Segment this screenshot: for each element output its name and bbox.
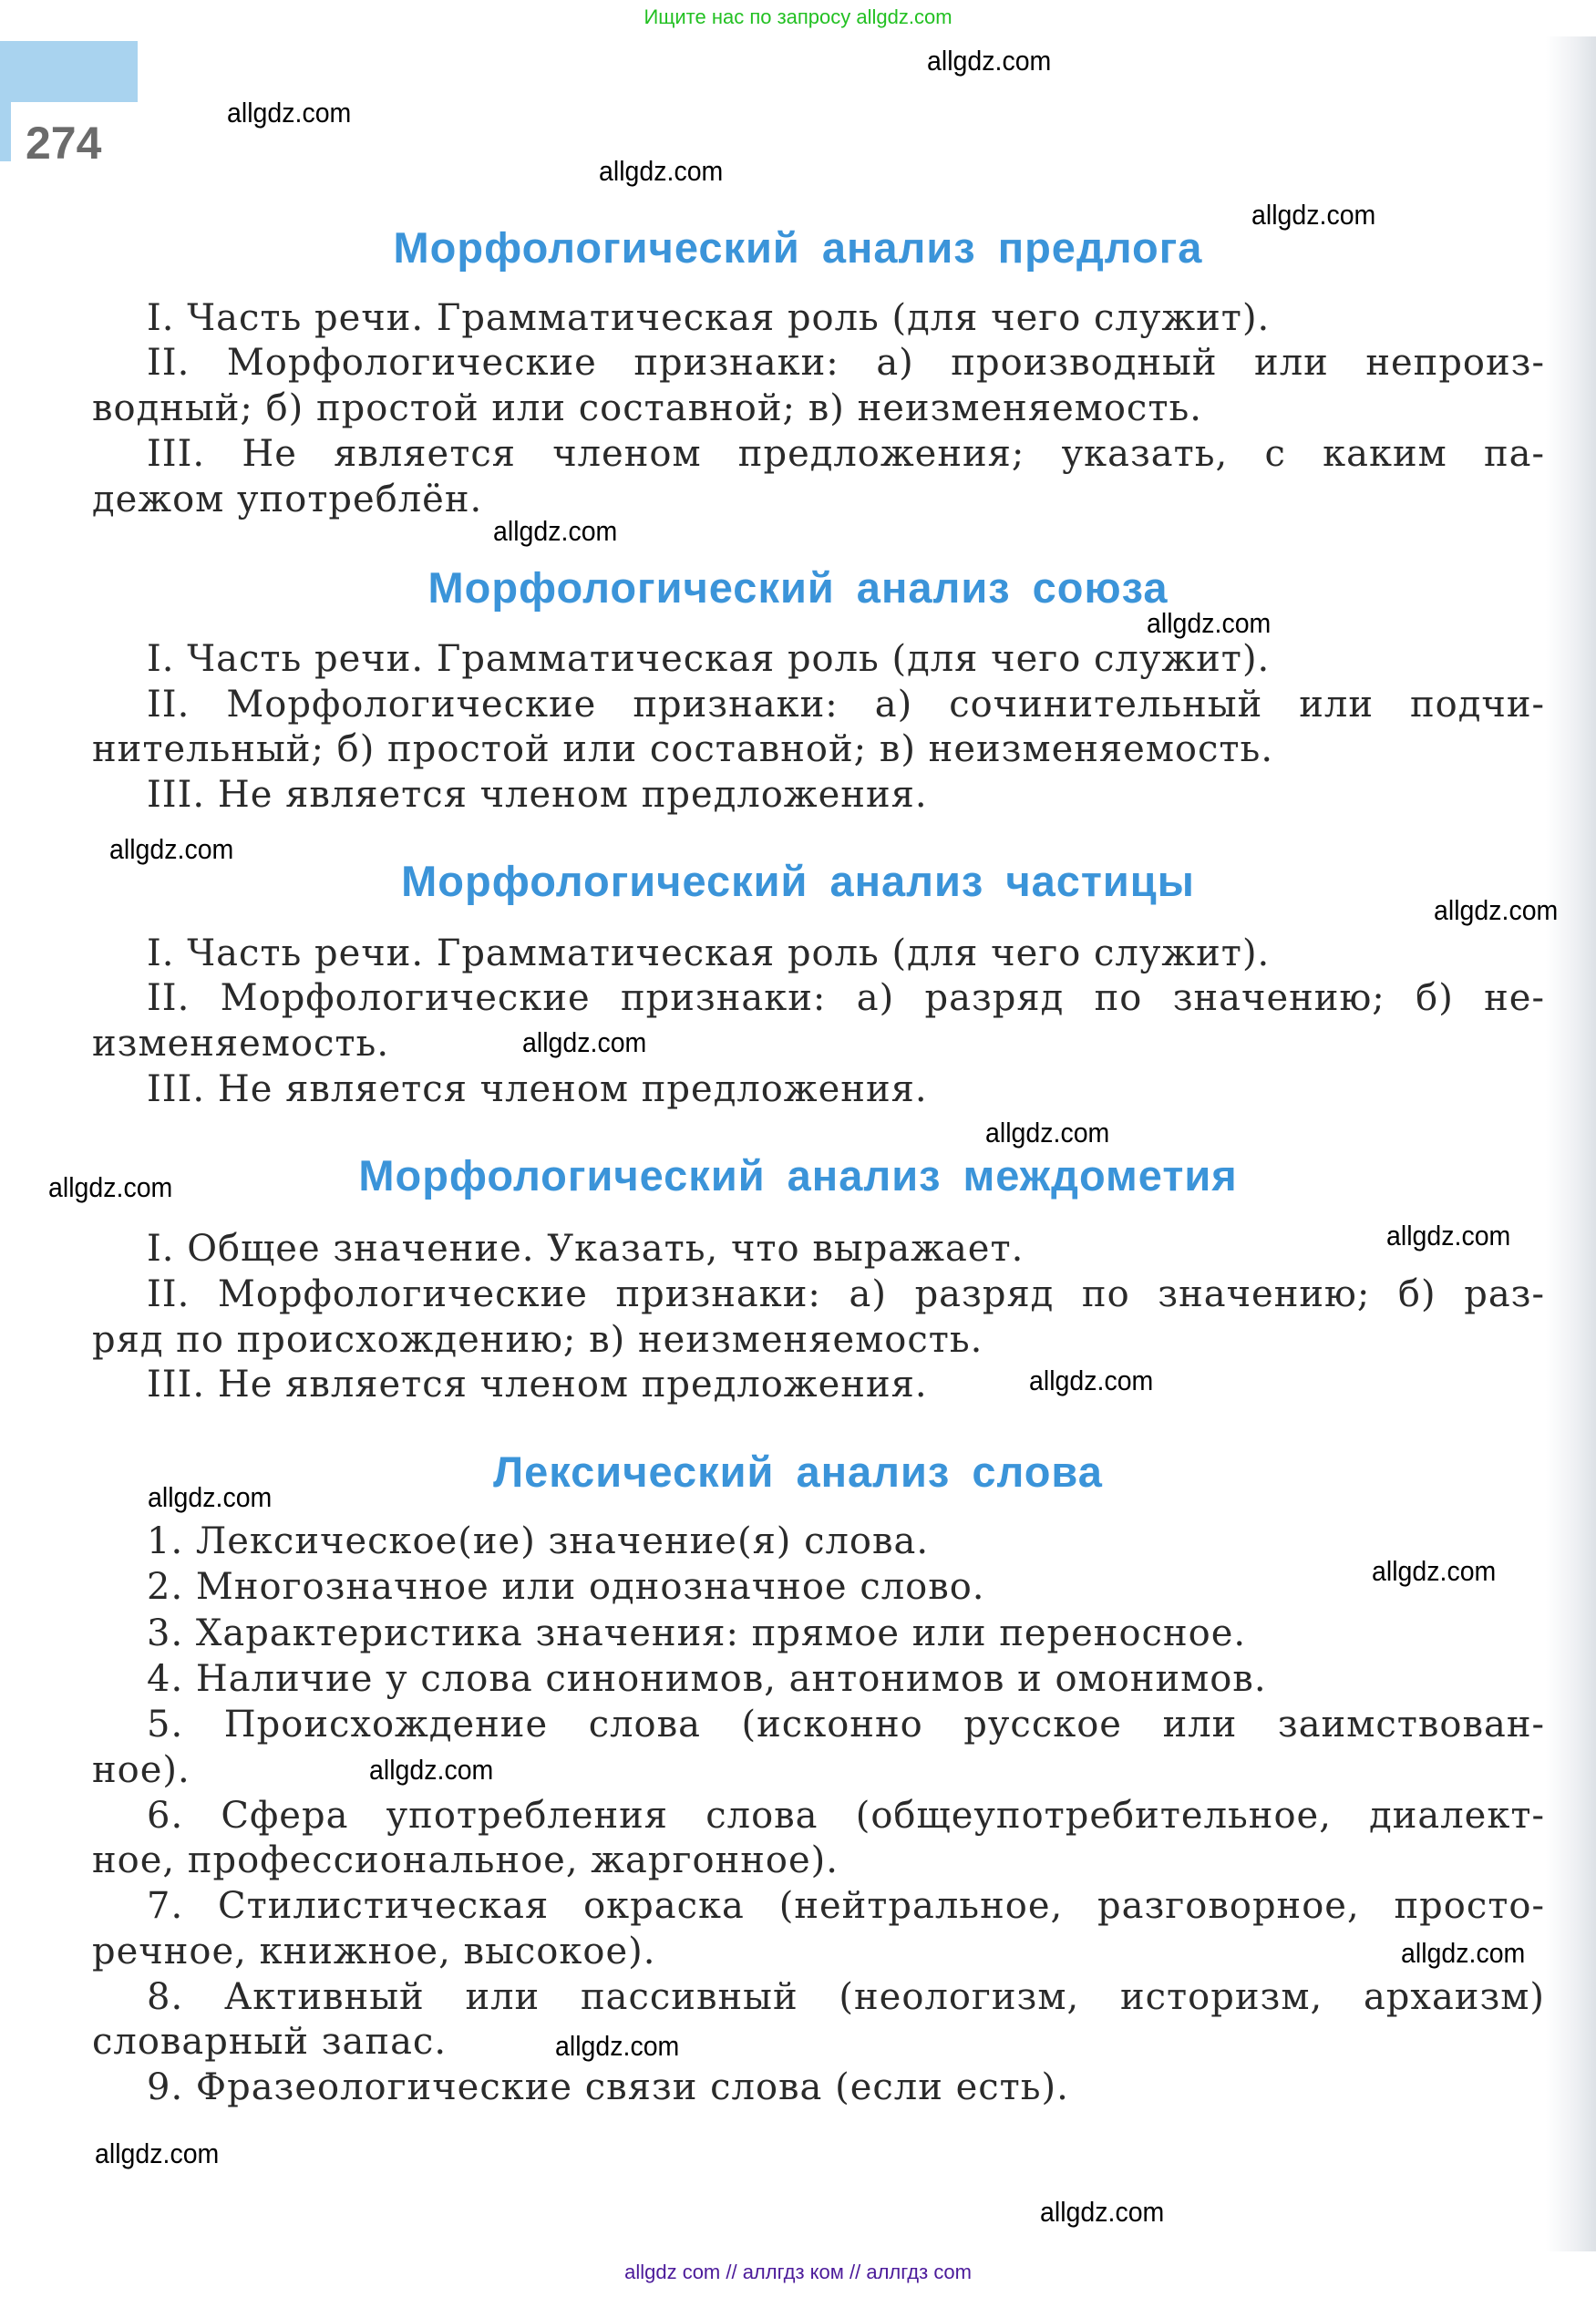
text-line: I. Часть речи. Грамматическая роль (для чего служит).	[147, 638, 1271, 680]
text-line: нительный; б) простой или составной; в) неизменяемость.	[92, 728, 1274, 770]
text-line: I. Часть речи. Грамматическая роль (для чего служит).	[147, 297, 1271, 339]
text-line: III. Не является членом предложения.	[147, 1364, 928, 1406]
watermark: allgdz.com	[1251, 199, 1376, 231]
text-line: III. Не является членом предложения.	[147, 774, 928, 816]
list-item: 5. Происхождение слова (исконно русское или заимствован-	[147, 1704, 1545, 1746]
text-line: III. Не является членом предложения.	[147, 1068, 928, 1110]
section-title: Морфологический анализ союза	[427, 563, 1169, 612]
watermark: allgdz.com	[95, 2137, 220, 2169]
section-title: Морфологический анализ предлога	[393, 223, 1203, 272]
watermark: allgdz.com	[148, 1481, 273, 1513]
section-title: Лексический анализ слова	[493, 1447, 1103, 1496]
list-item-continuation: речное, книжное, высокое).	[92, 1931, 656, 1973]
header-banner[interactable]: Ищите нас по запросу allgdz.com	[644, 5, 952, 28]
watermark: allgdz.com	[1386, 1220, 1511, 1252]
list-item: 1. Лексическое(ие) значение(я) слова.	[147, 1520, 930, 1562]
text-line: водный; б) простой или составной; в) неизменяемость.	[92, 387, 1202, 429]
watermark: allgdz.com	[1372, 1555, 1497, 1587]
page-number: 274	[26, 118, 102, 169]
watermark: allgdz.com	[555, 2030, 680, 2062]
page-edge-shadow	[1546, 36, 1596, 2251]
list-item: 6. Сфера употребления слова (общеупотребительное, диалект-	[147, 1795, 1545, 1837]
watermark: allgdz.com	[1147, 607, 1272, 639]
list-item-continuation: словарный запас.	[92, 2021, 448, 2063]
watermark: allgdz.com	[927, 45, 1052, 77]
list-item-continuation: ное, профессиональное, жаргонное).	[92, 1839, 839, 1881]
watermark: allgdz.com	[522, 1026, 647, 1058]
watermark: allgdz.com	[599, 155, 724, 187]
list-item: 3. Характеристика значения: прямое или переносное.	[147, 1612, 1247, 1654]
text-line: II. Морфологические признаки: а) сочинительный или подчи-	[147, 684, 1545, 726]
list-item: 2. Многозначное или однозначное слово.	[147, 1566, 985, 1608]
text-line: изменяемость.	[92, 1023, 390, 1065]
text-line: I. Часть речи. Грамматическая роль (для чего служит).	[147, 932, 1271, 974]
watermark: allgdz.com	[985, 1117, 1110, 1148]
list-item: 8. Активный или пассивный (неологизм, историзм, архаизм)	[147, 1976, 1545, 2018]
watermark: allgdz.com	[227, 97, 352, 129]
text-line: II. Морфологические признаки: а) разряд по значению; б) раз-	[147, 1273, 1545, 1315]
page-number-strip	[0, 102, 11, 161]
watermark: allgdz.com	[369, 1754, 494, 1786]
list-item: 9. Фразеологические связи слова (если есть).	[147, 2066, 1069, 2108]
text-line: II. Морфологические признаки: а) разряд по значению; б) не-	[147, 977, 1545, 1019]
watermark: allgdz.com	[1401, 1937, 1526, 1969]
section-title: Морфологический анализ частицы	[401, 857, 1195, 905]
text-line: дежом употреблён.	[92, 479, 483, 520]
text-line: ряд по происхождению; в) неизменяемость.	[92, 1319, 983, 1361]
text-line: II. Морфологические признаки: а) производный или непроиз-	[147, 342, 1545, 384]
list-item-continuation: ное).	[92, 1749, 190, 1791]
watermark: allgdz.com	[1434, 894, 1559, 926]
watermark: allgdz.com	[1040, 2196, 1165, 2228]
watermark: allgdz.com	[1029, 1365, 1154, 1396]
watermark: allgdz.com	[48, 1171, 173, 1203]
text-line: I. Общее значение. Указать, что выражает.	[147, 1228, 1025, 1270]
section-title: Морфологический анализ междометия	[358, 1151, 1238, 1200]
watermark: allgdz.com	[109, 833, 234, 865]
page-number-tab	[0, 41, 138, 102]
list-item: 7. Стилистическая окраска (нейтральное, разговорное, просто-	[147, 1885, 1545, 1927]
text-line: III. Не является членом предложения; указать, с каким па-	[147, 433, 1545, 475]
watermark: allgdz.com	[493, 515, 618, 547]
footer-banner[interactable]: allgdz com // аллгдз ком // аллгдз com	[624, 2261, 972, 2283]
list-item: 4. Наличие у слова синонимов, антонимов и омонимов.	[147, 1658, 1267, 1700]
